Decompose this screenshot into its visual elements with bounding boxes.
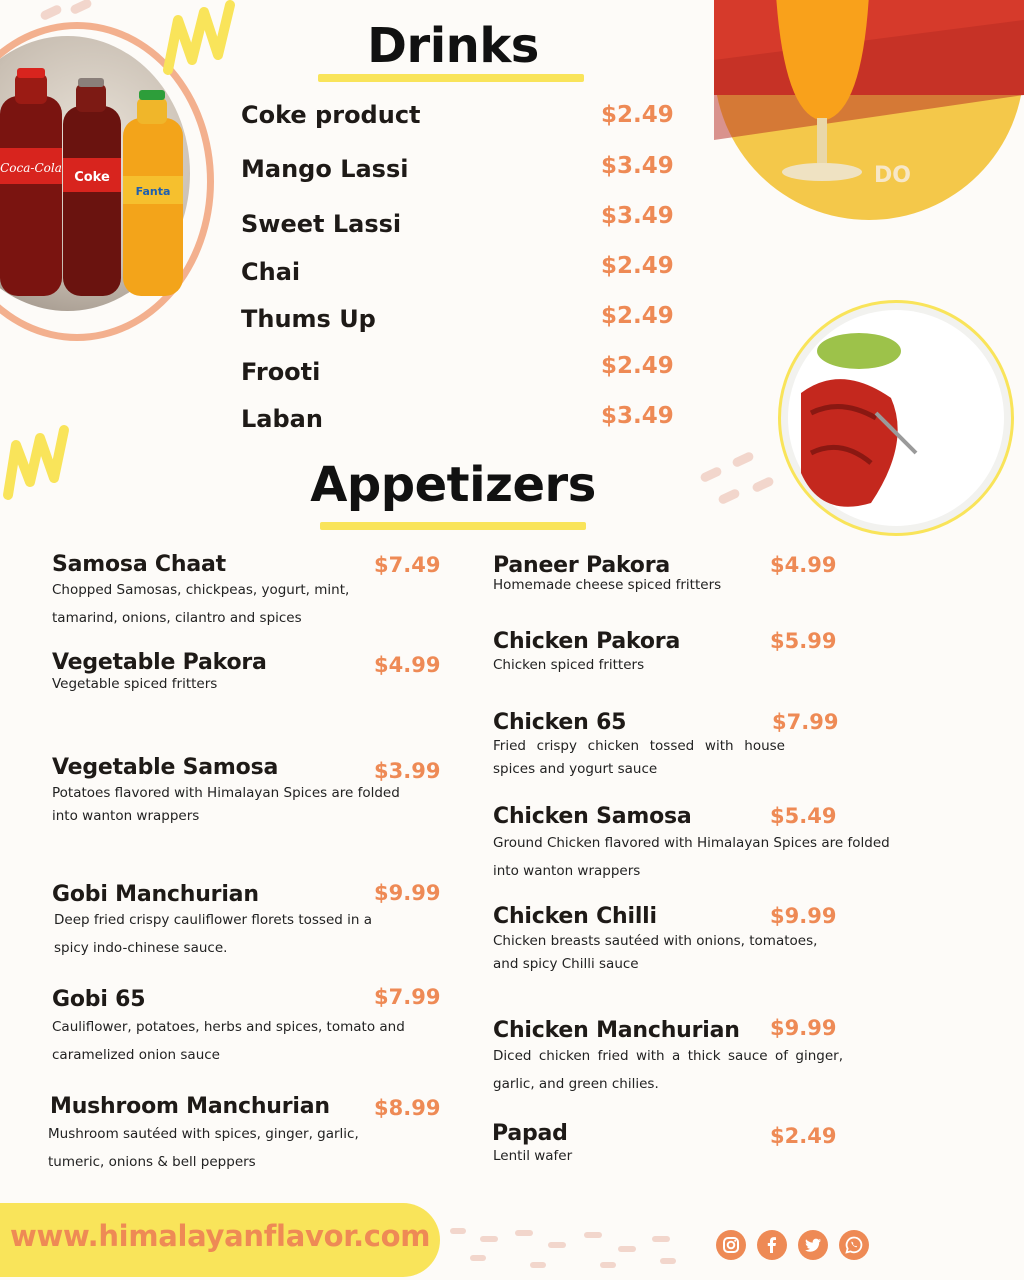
appetizer-description: Diced chicken fried with a thick sauce of ginger, garlic, and green chilies.	[493, 1048, 843, 1092]
instagram-icon[interactable]	[716, 1230, 746, 1260]
drink-price: $2.49	[601, 253, 674, 279]
mango-lassi-photo	[714, 0, 1024, 220]
whatsapp-icon[interactable]	[839, 1230, 869, 1260]
decor-dash	[699, 466, 723, 483]
bottle-label-fanta: Fanta	[135, 185, 171, 198]
decor-dash	[450, 1228, 466, 1234]
appetizer-description: Cauliflower, potatoes, herbs and spices, tomato and caramelized onion sauce	[52, 1019, 405, 1063]
drink-name: Sweet Lassi	[241, 210, 402, 238]
drinks-title: Drinks	[367, 18, 539, 74]
appetizer-price: $3.99	[374, 759, 441, 783]
drink-name: Chai	[241, 258, 301, 286]
appetizer-name: Chicken Samosa	[493, 804, 692, 829]
drink-name: Laban	[241, 405, 323, 433]
appetizer-price: $7.99	[772, 710, 839, 734]
appetizer-price: $9.99	[374, 881, 441, 905]
decor-dash	[470, 1255, 486, 1261]
drink-price: $3.49	[601, 203, 674, 229]
appetizer-name: Chicken 65	[493, 710, 627, 735]
appetizer-price: $7.49	[374, 553, 441, 577]
appetizer-description: Homemade cheese spiced fritters	[493, 577, 722, 593]
drink-name: Mango Lassi	[241, 155, 409, 183]
decor-dash	[652, 1236, 670, 1242]
drink-price: $2.49	[601, 102, 674, 128]
website-link[interactable]: www.himalayanflavor.com	[10, 1219, 431, 1253]
appetizer-name: Gobi Manchurian	[52, 882, 259, 907]
appetizer-price: $4.99	[770, 553, 837, 577]
twitter-icon[interactable]	[798, 1230, 828, 1260]
appetizer-description: Lentil wafer	[493, 1148, 573, 1164]
appetizer-name: Vegetable Samosa	[52, 755, 279, 780]
appetizer-price: $2.49	[770, 1124, 837, 1148]
decor-dash	[480, 1236, 498, 1242]
appetizer-description: Chicken spiced fritters	[493, 657, 645, 673]
decor-dash	[731, 451, 755, 468]
yellow-scribble-left	[2, 420, 72, 500]
facebook-icon[interactable]	[757, 1230, 787, 1260]
drink-price: $2.49	[601, 353, 674, 379]
appetizer-description: Mushroom sautéed with spices, ginger, garlic, tumeric, onions & bell peppers	[48, 1126, 359, 1170]
drinks-title-underline	[318, 74, 584, 82]
appetizer-price: $8.99	[374, 1096, 441, 1120]
appetizer-description: Chicken breasts sautéed with onions, tomatoes, and spicy Chilli sauce	[493, 933, 818, 972]
appetizer-name: Chicken Chilli	[493, 904, 657, 929]
appetizer-description: Ground Chicken flavored with Himalayan Spices are folded into wanton wrappers	[493, 835, 890, 879]
appetizer-price: $9.99	[770, 1016, 837, 1040]
decor-dash	[69, 0, 93, 15]
decor-dash	[618, 1246, 636, 1252]
appetizer-price: $7.99	[374, 985, 441, 1009]
decor-dash	[717, 488, 741, 505]
appetizer-name: Chicken Manchurian	[493, 1018, 740, 1043]
decor-dash	[515, 1230, 533, 1236]
drink-name: Coke product	[241, 101, 421, 129]
appetizers-title: Appetizers	[310, 457, 596, 513]
appetizer-name: Papad	[492, 1121, 568, 1146]
appetizer-price: $9.99	[770, 904, 837, 928]
decor-dash	[600, 1262, 616, 1268]
appetizer-description: Deep fried crispy cauliflower florets tossed in a spicy indo-chinese sauce.	[54, 912, 372, 956]
decor-dash	[660, 1258, 676, 1264]
appetizer-name: Mushroom Manchurian	[50, 1094, 330, 1119]
drink-price: $2.49	[601, 303, 674, 329]
appetizer-name: Paneer Pakora	[493, 553, 671, 578]
decor-dash	[548, 1242, 566, 1248]
appetizer-name: Samosa Chaat	[52, 552, 226, 577]
appetizer-name: Chicken Pakora	[493, 629, 681, 654]
appetizer-description: Fried crispy chicken tossed with house spices and yogurt sauce	[493, 738, 785, 777]
yellow-scribble-top	[160, 0, 240, 75]
drink-price: $3.49	[601, 403, 674, 429]
bottle-label-coke: Coke	[74, 170, 110, 185]
appetizer-price: $5.99	[770, 629, 837, 653]
drink-name: Thums Up	[241, 305, 376, 333]
appetizer-price: $4.99	[374, 653, 441, 677]
bottle-label-cocacola: Coca-Cola	[0, 161, 62, 175]
bottles-photo	[0, 36, 190, 311]
photo-corner-text: DO	[874, 163, 911, 188]
drink-price: $3.49	[601, 153, 674, 179]
appetizers-title-underline	[320, 522, 586, 530]
appetizer-description: Potatoes flavored with Himalayan Spices are folded into wanton wrappers	[52, 785, 400, 824]
decor-dash	[751, 476, 775, 493]
appetizer-price: $5.49	[770, 804, 837, 828]
decor-dash	[584, 1232, 602, 1238]
decor-dash	[530, 1262, 546, 1268]
decor-dash	[39, 4, 63, 21]
appetizer-name: Vegetable Pakora	[52, 650, 267, 675]
appetizer-name: Gobi 65	[52, 987, 146, 1012]
appetizer-description: Vegetable spiced fritters	[52, 676, 218, 692]
appetizer-description: Chopped Samosas, chickpeas, yogurt, mint, tamarind, onions, cilantro and spices	[52, 582, 350, 626]
drink-name: Frooti	[241, 358, 321, 386]
tandoori-chicken-photo	[778, 300, 1014, 536]
